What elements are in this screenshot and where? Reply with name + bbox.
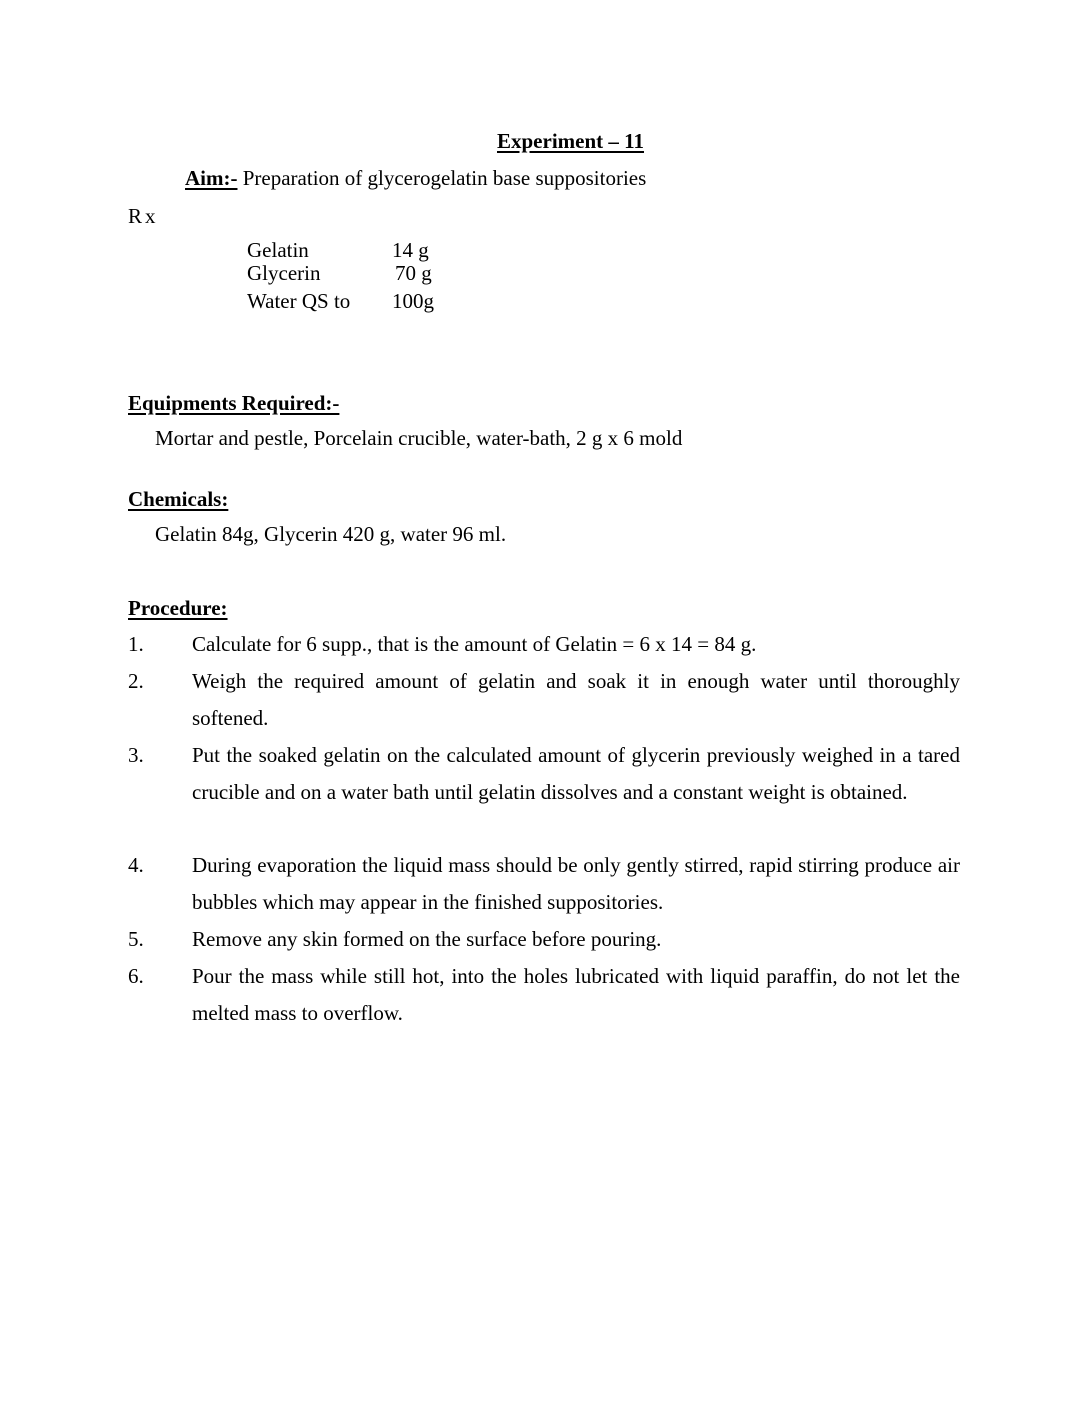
step-text: Pour the mass while still hot, into the holes lubricated with liquid paraffin, do not let the melted mass to overflow.	[192, 964, 960, 1025]
step-number: 1.	[128, 632, 144, 656]
rx-item-qty: 100g	[392, 289, 434, 313]
step-number: 6.	[128, 964, 144, 988]
step-text: Calculate for 6 supp., that is the amount of Gelatin = 6 x 14 = 84 g.	[192, 632, 757, 656]
rx-label: Rx	[128, 204, 159, 228]
rx-item-name: Gelatin	[247, 238, 309, 262]
aim-text: Preparation of glycerogelatin base suppositories	[237, 166, 647, 190]
step-number: 4.	[128, 853, 144, 877]
step-number: 2.	[128, 669, 144, 693]
aim-line	[185, 168, 646, 189]
step-number: 3.	[128, 743, 144, 767]
rx-item-qty: 14 g	[392, 238, 429, 262]
step-number: 5.	[128, 927, 144, 951]
rx-item-qty: 70 g	[395, 261, 432, 285]
step-text: Remove any skin formed on the surface before pouring.	[192, 927, 662, 951]
rx-item-name: Water QS to	[247, 289, 351, 313]
aim-label: Aim:-	[185, 166, 238, 190]
equipments-heading: Equipments Required:-	[128, 391, 340, 415]
step-text: Weigh the required amount of gelatin and soak it in enough water until thoroughly softened.	[192, 669, 960, 730]
procedure-heading: Procedure:	[128, 596, 228, 620]
step-text: During evaporation the liquid mass should be only gently stirred, rapid stirring produce air bubbles which may appear in the finished suppositories.	[192, 853, 960, 914]
chemicals-text: Gelatin 84g, Glycerin 420 g, water 96 ml.	[155, 522, 507, 546]
step-text: Put the soaked gelatin on the calculated amount of glycerin previously weighed in a tared crucible and on a water bath until gelatin dissolves and a constant weight is obtained.	[192, 743, 960, 804]
chemicals-heading: Chemicals:	[128, 487, 229, 511]
equipments-text: Mortar and pestle, Porcelain crucible, water-bath, 2 g x 6 mold	[155, 426, 683, 450]
page-title: Experiment – 11	[497, 129, 644, 153]
rx-item-name: Glycerin	[247, 261, 321, 285]
